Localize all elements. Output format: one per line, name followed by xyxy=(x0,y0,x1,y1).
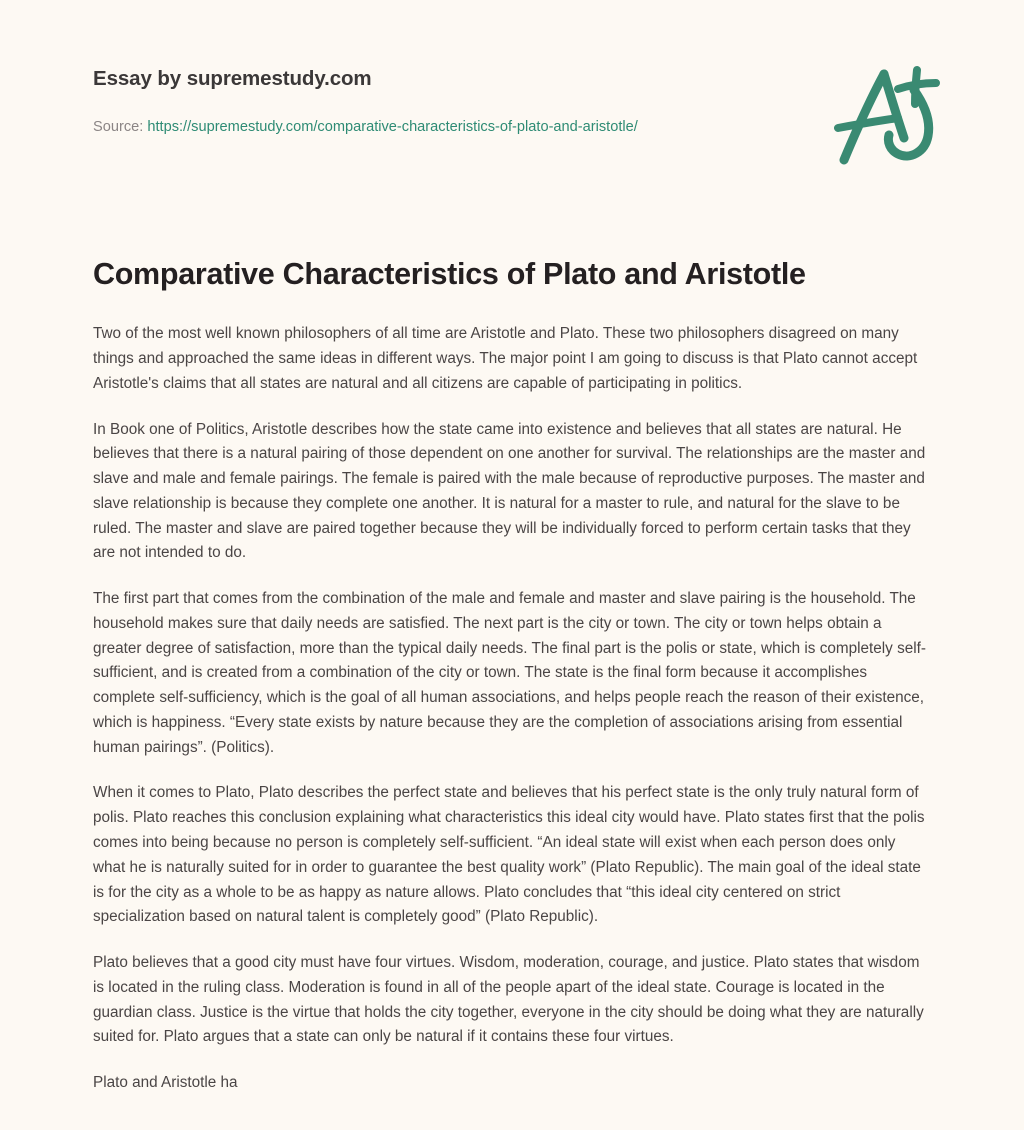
paragraph: In Book one of Politics, Aristotle describes how the state came into existence and believes that all states are natural. He believes that there is a natural pairing of those dependent on one another for survival. The relationships are the master and slave and male and female pairings. The female is paired with the male because of reproductive purposes. The master and slave relationship is because they complete one another. It is natural for a master to rule, and natural for the slave to be ruled. The master and slave are paired together because they will be individually forced to perform certain tasks that they are not intended to do. xyxy=(93,420,926,562)
page-header xyxy=(0,0,1024,180)
article-body xyxy=(0,256,1024,1096)
byline: Essay by supremestudy.com xyxy=(93,67,372,90)
source-url-link[interactable]: https://supremestudy.com/comparative-characteristics-of-plato-and-aristotle/ xyxy=(147,118,638,135)
paragraph: Plato believes that a good city must have four virtues. Wisdom, moderation, courage, and justice. Plato states that wisdom is located in the ruling class. Moderation is found in all of the people apart of the ideal state. Courage is located in the guardian class. Justice is the virtue that holds the city together, everyone in the city should be doing what they are naturally suited for. Plato argues that a state can only be natural if it contains these four virtues. xyxy=(93,954,924,1046)
paragraph: Two of the most well known philosophers of all time are Aristotle and Plato. These two philosophers disagreed on many things and approached the same ideas in different ways. The major point I am going to discuss is that Plato cannot accept Aristotle's claims that all states are natural and all citizens are capable of participating in politics. xyxy=(93,325,918,392)
paragraph: The first part that comes from the combination of the male and female and master and slave pairing is the household. The household makes sure that daily needs are satisfied. The next part is the city or town. The city or town helps obtain a greater degree of satisfaction, more than the typical daily needs. The final part is the polis or state, which is completely self-sufficient, and is created from a combination of the city or town. The state is the final form because it accomplishes complete self-sufficiency, which is the goal of all human associations, and helps people reach the reason of their existence, which is happiness. “Every state exists by nature because they are the completion of associations arising from essential human pairings”. (Politics). xyxy=(93,590,926,756)
a-plus-logo-icon xyxy=(832,62,950,166)
source-label: Source: xyxy=(93,118,144,135)
paragraph: When it comes to Plato, Plato describes the perfect state and believes that his perfect state is the only truly natural form of polis. Plato reaches this conclusion explaining what characteristics this ideal city would have. Plato states first that the polis comes into being because no person is completely self-sufficient. “An ideal state will exist when each person does only what he is naturally suited for in order to guarantee the best quality work” (Plato Republic). The main goal of the ideal state is for the city as a whole to be as happy as nature allows. Plato concludes that “this ideal city centered on strict specialization based on natural talent is completely good” (Plato Republic). xyxy=(93,784,925,926)
page-title: Comparative Characteristics of Plato and Aristotle xyxy=(93,257,806,291)
source-row xyxy=(93,118,930,138)
paragraph-truncated: Plato and Aristotle ha xyxy=(93,1074,238,1092)
